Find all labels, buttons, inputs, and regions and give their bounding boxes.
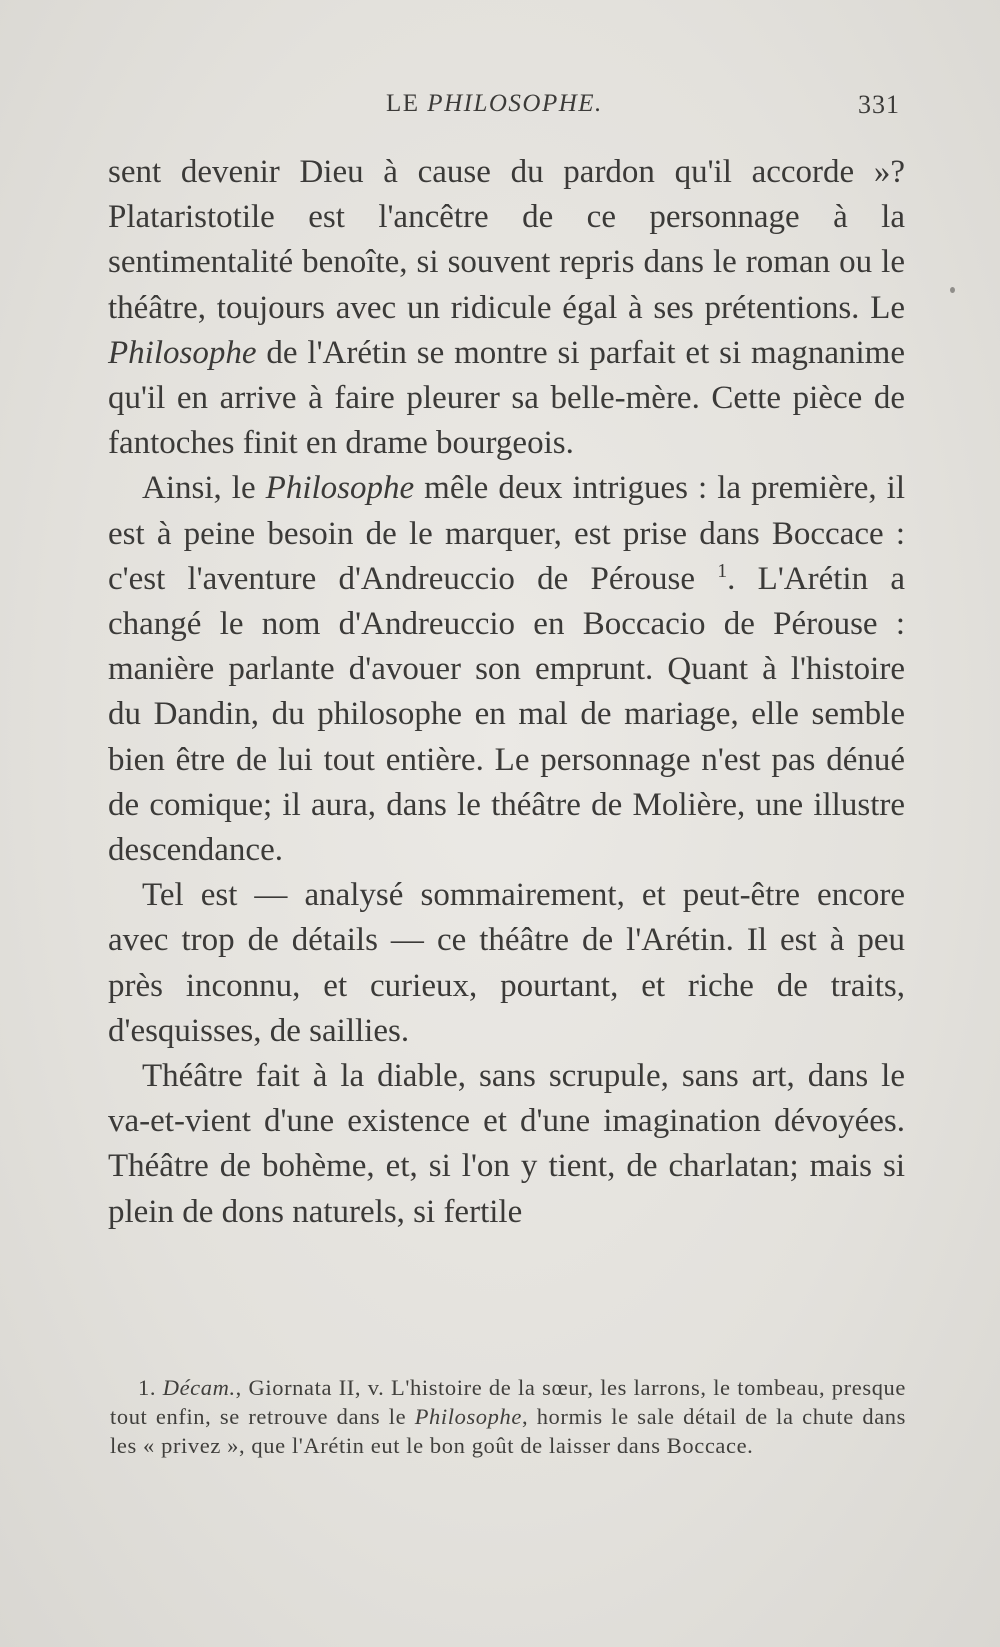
footnote-italic-title: Philosophe [414,1404,522,1429]
paragraph-2-part-1: Ainsi, le [142,470,266,507]
paragraph-2 [108,466,905,873]
running-title-italic: PHILOSOPHE. [427,90,603,117]
footnote-section [110,1373,906,1460]
paragraph-1-part-1: sent devenir Dieu à cause du pardon qu'il accorde »? Plataristotile est l'ancêtre de ce personnage à la sentimentalité benoîte, si souvent repris dans le roman ou le théâtre, toujours avec un ridicule égal à ses prétentions. Le [108,154,905,326]
paragraph-1-part-3: de l'Arétin se montre si parfait et si magnanime qu'il en arrive à faire pleurer sa belle-mère. Cette pièce de fantoches finit en drame bourgeois. [108,334,905,462]
page-number: 331 [858,90,900,119]
paragraph-2-part-4: . L'Arétin a changé le nom d'Andreuccio en Boccacio de Pérouse : manière parlante d'avouer son emprunt. Quant à l'histoire du Dandin, du philosophe en mal de mariage, elle semble bien être de lui tout entière. Le personnage n'est pas dénué de comique; il aura, dans le théâtre de Molière, une illustre descendance. [108,560,905,869]
paragraph-1 [108,150,905,466]
main-text [108,150,905,1235]
footnote-1 [110,1373,906,1460]
paragraph-2-italic-title: Philosophe [265,470,415,507]
paragraph-3: Tel est — analysé sommairement, et peut-être encore avec trop de détails — ce théâtre de l'Arétin. Il est à peu près inconnu, et curieux, pourtant, et riche de traits, d'esquisses, de saillies. [108,877,905,1049]
footnote-number: 1. [138,1375,163,1400]
paragraph-2-part-3: mêle deux intrigues : la première, il est à peine besoin de le marquer, est prise dans Boccace : c'est l'aventure d'Andreuccio de Pérouse [108,470,905,597]
running-title-prefix: LE [386,90,428,117]
footnote-abbrev: Décam. [162,1375,236,1400]
ink-speck [950,287,955,293]
footnote-part-4: , hormis le sale détail de la chute dans les « privez », que l'Arétin eut le bon goût de laisser dans Boccace. [110,1404,906,1458]
footnote-reference: 1 [717,559,728,582]
page-header [108,90,900,130]
paragraph-4: Théâtre fait à la diable, sans scrupule, sans art, dans le va-et-vient d'une existence et d'une imagination dévoyées. Théâtre de bohème, et, si l'on y tient, de charlatan; mais si plein de dons naturels, si fertile [108,1058,905,1230]
paragraph-1-italic-title: Philosophe [108,334,257,371]
footnote-part-2: , Giornata II, v. L'histoire de la sœur, les larrons, le tombeau, presque tout enfin, se retrouve dans le [110,1375,906,1429]
running-title [386,90,603,118]
